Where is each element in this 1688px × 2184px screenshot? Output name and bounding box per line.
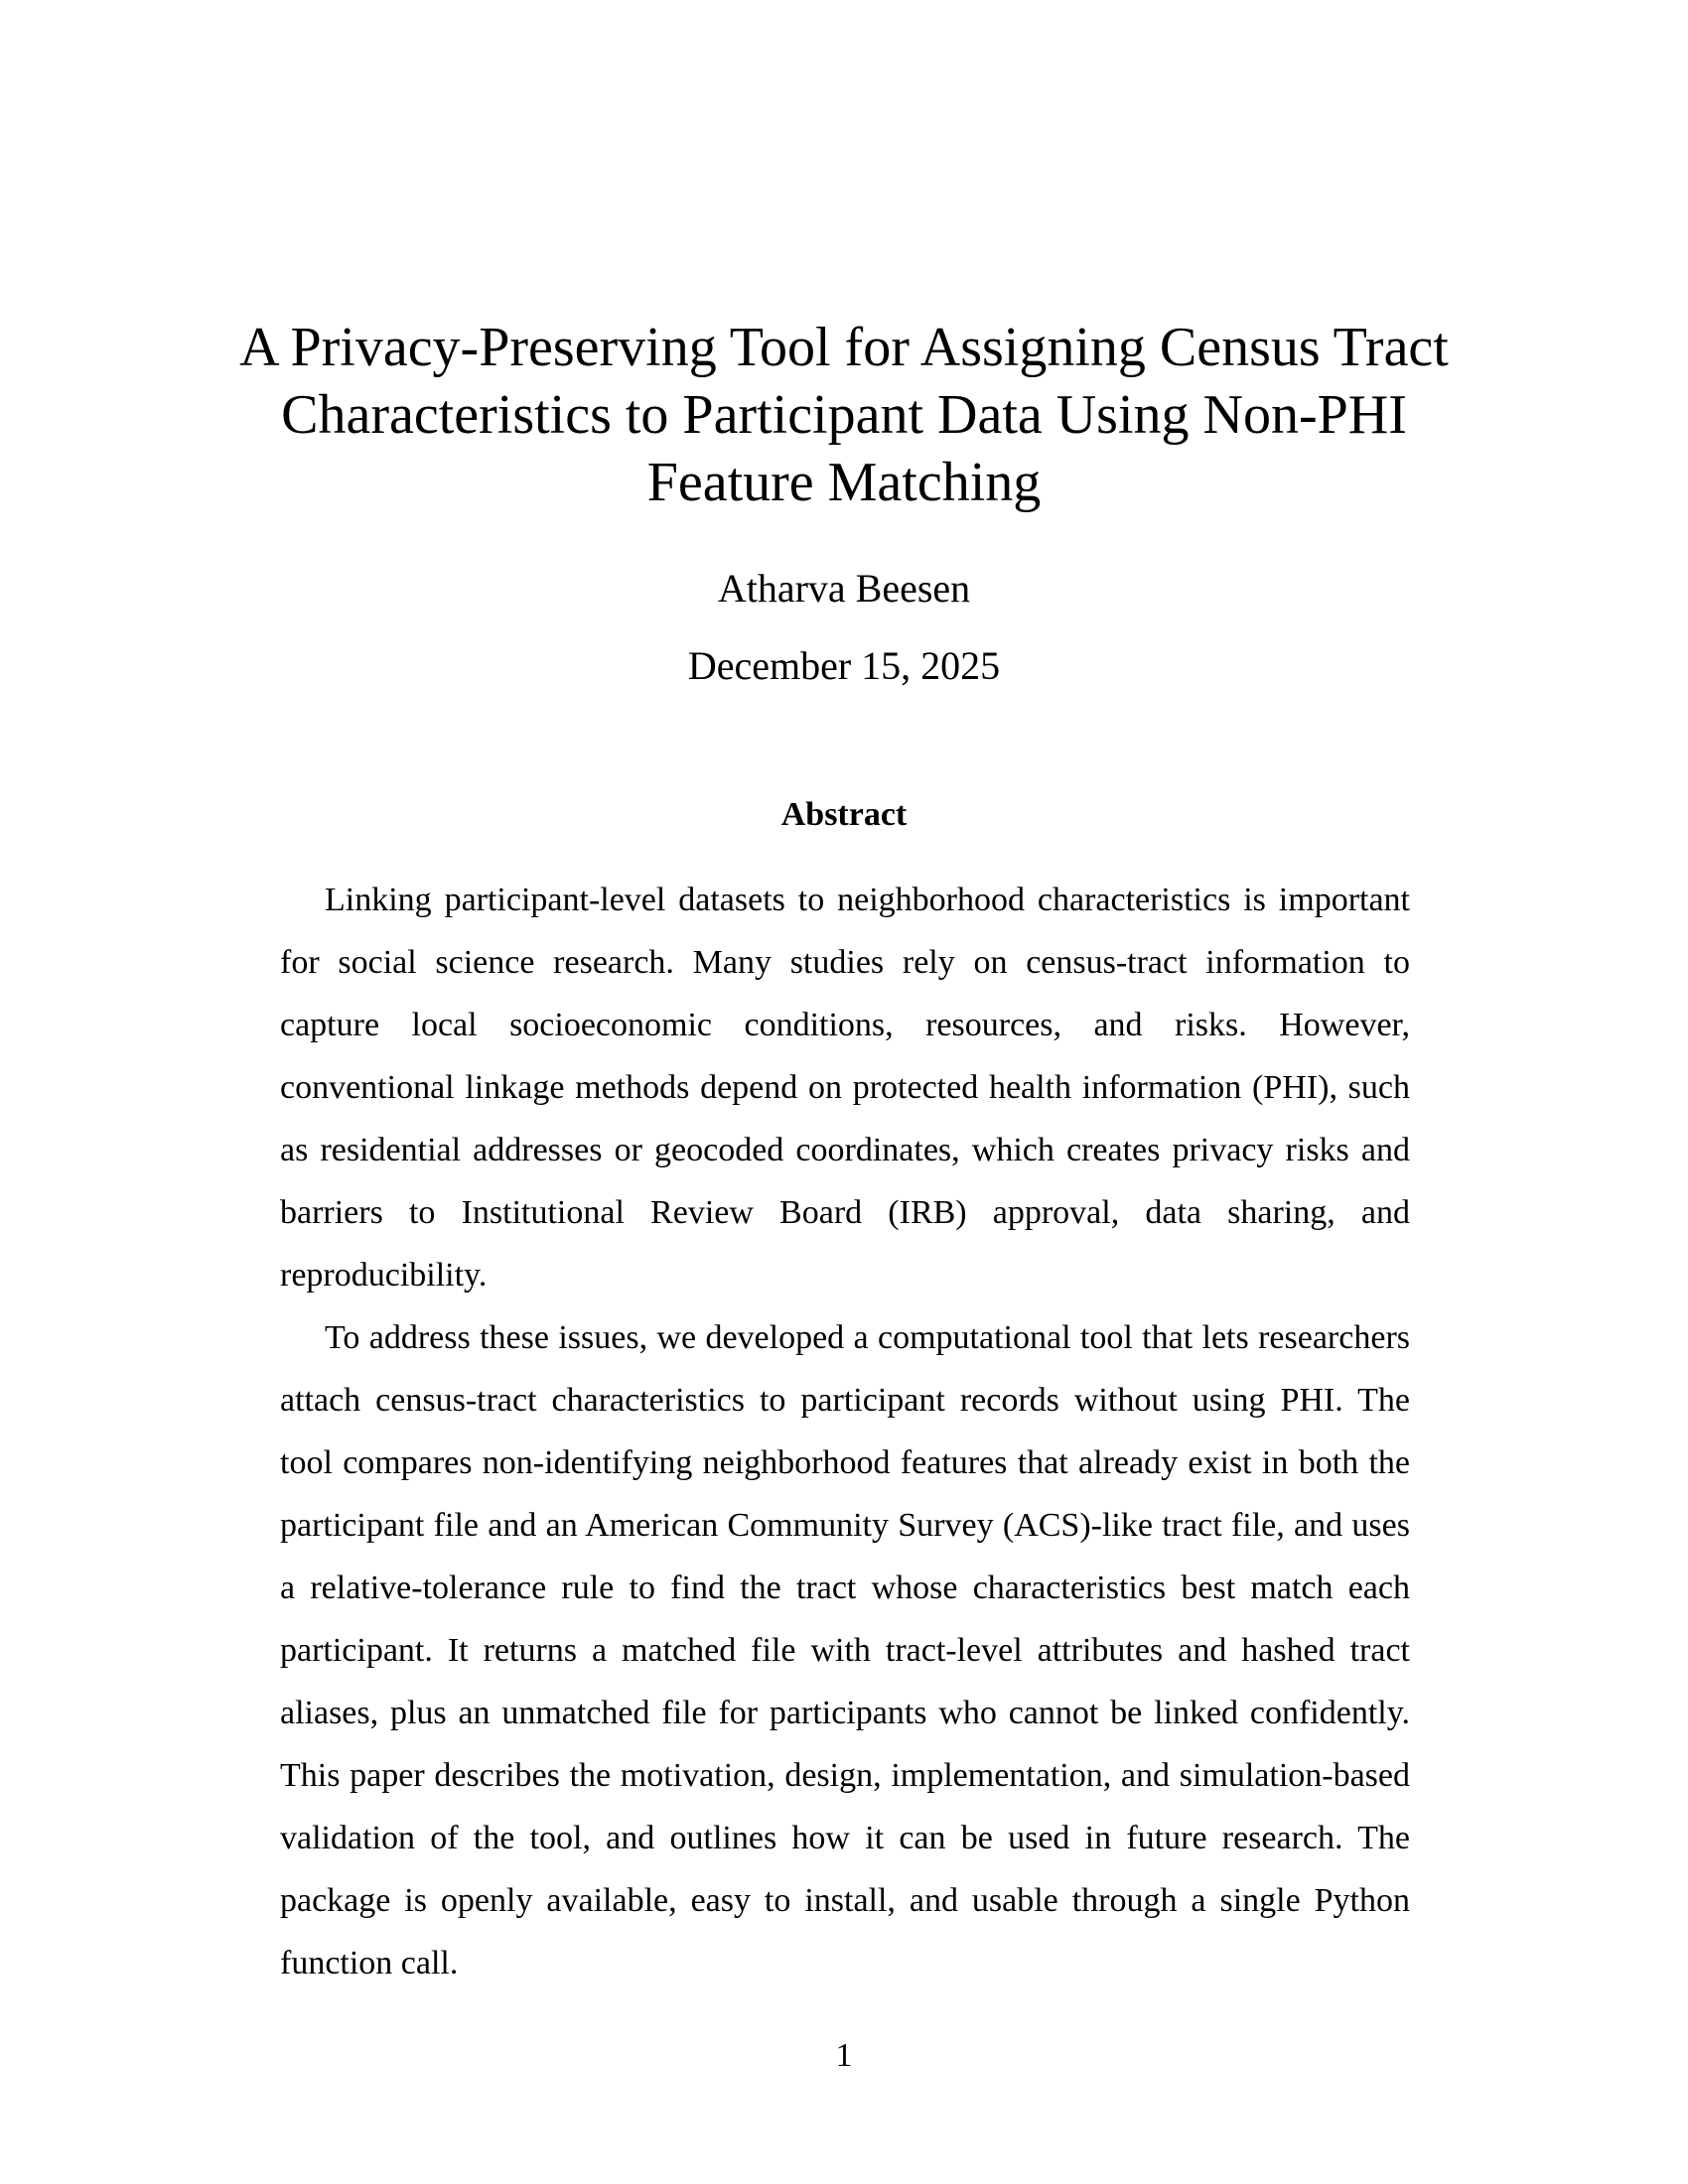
abstract-paragraph-2: To address these issues, we developed a computational tool that lets researchers attach census-tract characteristics to participant records without using PHI. The tool compares non-identifying neighborhood features that already exist in both the participant file and an American Community Survey (ACS)-like tract file, and uses a relative-tolerance rule to find the tract whose characteristics best match each participant. It returns a matched file with tract-level attributes and hashed tract aliases, plus an unmatched file for participants who cannot be linked confidently. This paper describes the motivation, design, implementation, and simulation-based validation of the tool, and outlines how it can be used in future research. The package is openly available, easy to install, and usable through a single Python function call. [280,1319,1410,1981]
paper-title-line-3: Feature Matching [646,452,1042,513]
abstract-paragraph-1: Linking participant-level datasets to neighborhood characteristics is important for social science research. Many studies rely on census-tract information to capture local socioeconomic conditions, resources, and risks. However, conventional linkage methods depend on protected health information (PHI), such as residential addresses or geocoded coordinates, which creates privacy risks and barriers to Institutional Review Board (IRB) approval, data sharing, and reproducibility. [280,882,1410,1294]
paper-title-line-1: A Privacy-Preserving Tool for Assigning Census Tract [239,317,1449,378]
publication-date: December 15, 2025 [687,643,1001,688]
abstract-heading: Abstract [780,796,908,833]
paper-title-line-2: Characteristics to Participant Data Using Non-PHI [281,384,1407,446]
page-number: 1 [835,2037,853,2074]
paper-title [0,314,1688,516]
abstract-body [280,869,1410,1994]
author-name: Atharva Beesen [717,566,971,611]
